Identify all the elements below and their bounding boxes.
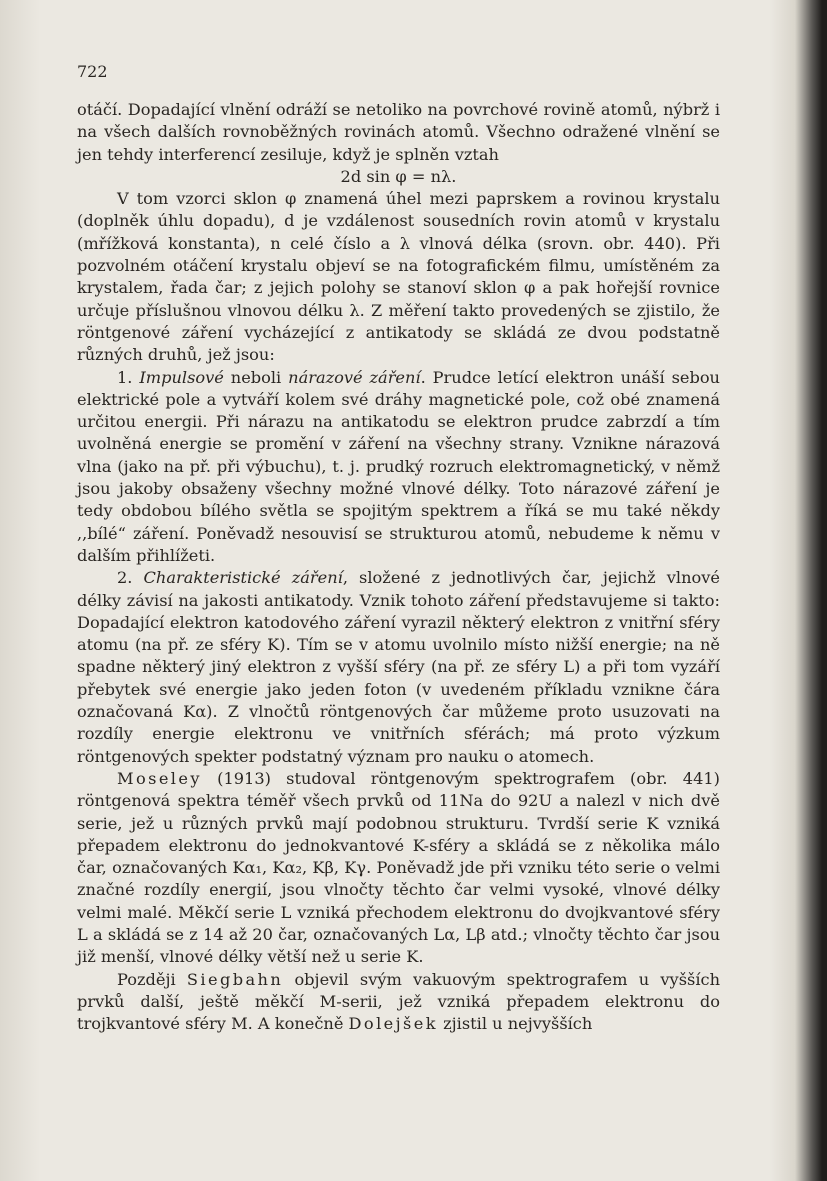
text-span: zjistil u nejvyšších [437, 1014, 593, 1034]
term-charakteristicke: Charakteristické záření [143, 568, 343, 588]
paragraph-1: otáčí. Dopadající vlnění odráží se netoliko na povrchové rovině atomů, nýbrž i na všech dalších rovnoběžných rovinách atomů. Všechno odražené vlnění se jen tehdy interferencí zesiluje, když je splněn vztah [77, 100, 720, 164]
name-dolejsek: Dolejšek [348, 1014, 438, 1034]
paragraph-5 [77, 768, 720, 969]
text-span: Později [117, 969, 187, 989]
text-span: , složené z jednotlivých čar, jejichž vlnové délky závisí na jakosti antikatody. Vznik tohoto záření představujeme si takto: Dopadající elektron katodového záření vyrazil některý elektron z vnitřní sféry atomu (na př. ze sféry K). Tím se v atomu uvolnilo místo nižší energie; na ně spadne některý jiný elektron z vyšší sféry (na př. ze sféry L) a při tom vyzáří přebytek své energie jako jeden foton (v uvedeném příkladu vznikne čára označovaná Kα). Z vlnočtů röntgenových čar můžeme proto usuzovati na rozdíly energie elektronu ve vnitřních sférách; má proto výzkum röntgenových spekter podstatný význam pro nauku o atomech. [77, 568, 720, 766]
page-number: 722 [77, 62, 108, 81]
paragraph-4 [77, 567, 720, 768]
name-siegbahn: Siegbahn [186, 969, 284, 989]
text-span: neboli [223, 367, 289, 387]
item-number: 2. [117, 568, 144, 588]
term-impulsove: Impulsové [139, 367, 224, 387]
name-moseley: Moseley [117, 768, 202, 788]
paragraph-3 [77, 367, 720, 568]
paragraph-6 [77, 969, 720, 1036]
body-text [77, 99, 720, 1035]
text-span: . Prudce letící elektron unáší sebou elektrické pole a vytváří kolem své dráhy magnetické pole, což obé znamená určitou energii. Při nárazu na antikatodu se elektron prudce zabrzdí a tím uvolněná energie se promění v záření na všechny strany. Vznikne nárazová vlna (jako na př. při výbuchu), t. j. prudký rozruch elektromagnetický, v němž jsou jakoby obsaženy všechny možné vlnové délky. Toto nárazové záření je tedy obdobou bílého světla se spojitým spektrem a říká se mu také někdy ,,bílé“ záření. Poněvadž nesouvisí se strukturou atomů, nebudeme k němu v dalším přihlížeti. [77, 367, 720, 565]
term-narazove: nárazové záření [288, 367, 421, 387]
equation: 2d sin φ = nλ. [340, 166, 457, 186]
paragraph-2: V tom vzorci sklon φ znamená úhel mezi paprskem a rovinou krystalu (doplněk úhlu dopadu), d je vzdálenost sousedních rovin atomů v krystalu (mřížková konstanta), n celé číslo a λ vlnová délka (srovn. obr. 440). Při pozvolném otáčení krystalu objeví se na fotografickém filmu, umístěném za krystalem, řada čar; z jejich polohy se stanoví sklon φ a pak hořejší rovnice určuje příslušnou vlnovou délku λ. Z měření takto provedených se zjistilo, že röntgenové záření vycházející z antikatody se skládá ze dvou podstatně různých druhů, jež jsou: [77, 189, 720, 365]
text-span: (1913) studoval röntgenovým spektrografem (obr. 441) röntgenová spektra téměř všech prvků od 11Na do 92U a nalezl v nich dvě serie, jež u různých prvků mají podobnou strukturu. Tvrdší serie K vzniká přepadem elektronu do jednokvantové K-sféry a skládá se z několika málo čar, označovaných Kα₁, Kα₂, Kβ, Kγ. Poněvadž jde při vzniku této serie o velmi značné rozdíly energií, jsou vlnočty těchto čar velmi vysoké, vlnové délky velmi malé. Měkčí serie L vzniká přechodem elektronu do dvojkvantové sféry L a skládá se z 14 až 20 čar, označovaných Lα, Lβ atd.; vlnočty těchto čar jsou již menší, vlnové délky větší než u serie K. [77, 768, 720, 967]
text-span: objevil svým vakuovým spektrografem u vyšších prvků další, ještě měkčí M-serii, jež vzniká přepadem elektronu do trojkvantové sféry M. A konečně [77, 969, 720, 1034]
item-number: 1. [117, 367, 140, 387]
